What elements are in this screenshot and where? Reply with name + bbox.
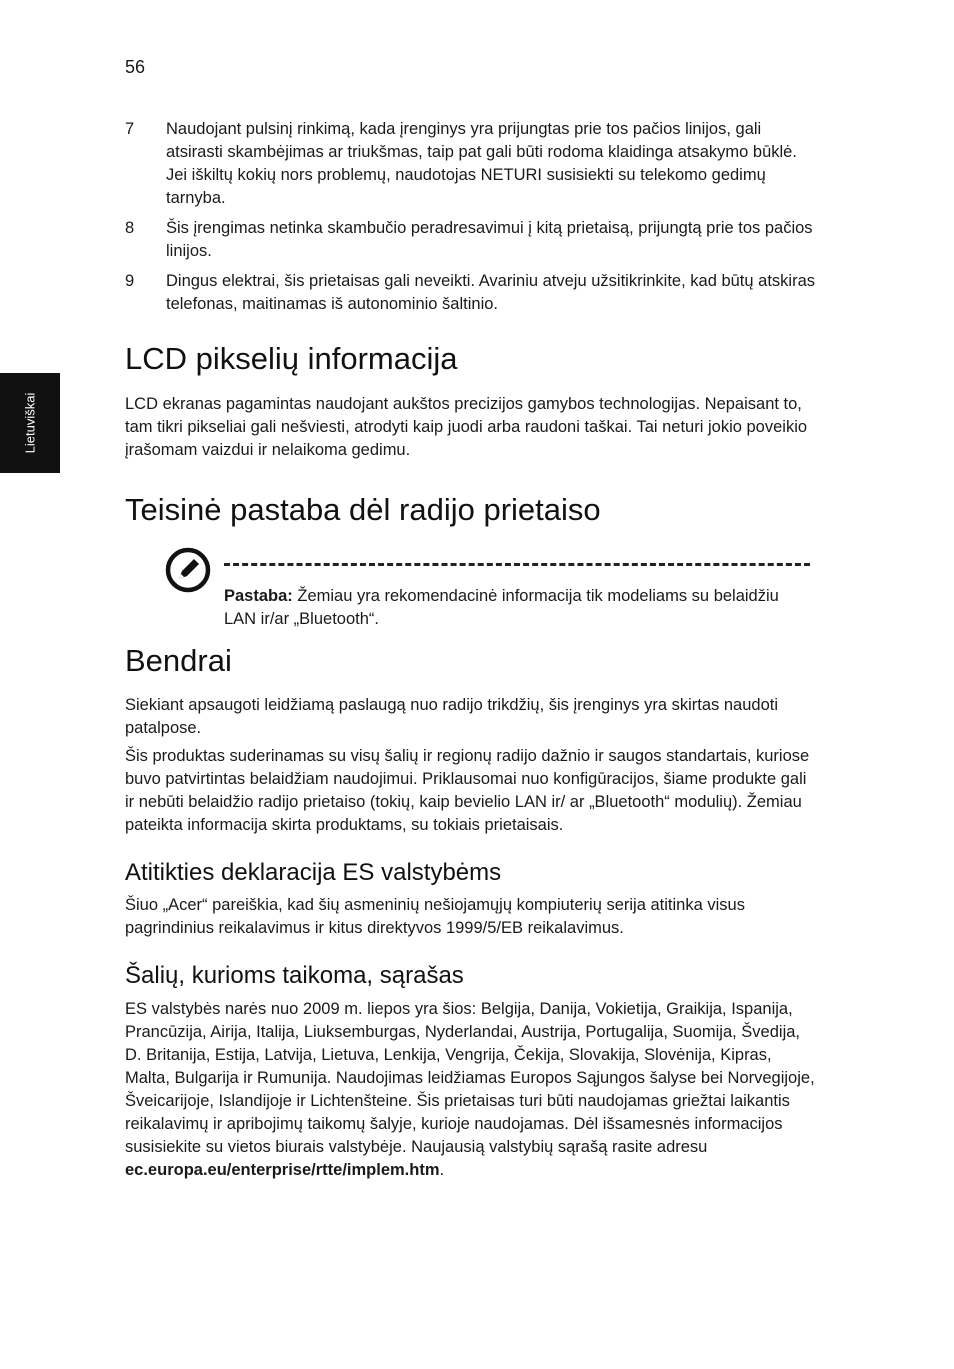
- note-label: Pastaba:: [224, 587, 293, 605]
- list-item-number: 7: [125, 120, 135, 138]
- countries-heading: Šalių, kurioms taikoma, sąrašas: [125, 962, 464, 989]
- general-paragraph-1: Siekiant apsaugoti leidžiamą paslaugą nuo radijo trikdžių, šis įrenginys yra skirtas naudoti patalpose.: [125, 696, 779, 737]
- list-item-text: Dingus elektrai, šis prietaisas gali neveikti. Avariniu atveju užsitikrinkite, kad būtų atskiras telefonas, maitinamas iš autonominio šaltinio.: [166, 272, 815, 313]
- list-item: [125, 217, 815, 263]
- list-item-text: Naudojant pulsinį rinkimą, kada įrenginys yra prijungtas prie tos pačios linijos, gali atsirasti skambėjimas ar triukšmas, taip pat gali būti rodoma klaidinga atsakymo būklė. Jei iškiltų kokių nors problemų, naudotojas NETURI susisiekti su telekomo gedimų tarnyba.: [166, 120, 797, 207]
- side-tab-label: Lietuviškai: [22, 392, 38, 454]
- lcd-paragraph: LCD ekranas pagamintas naudojant aukštos precizijos gamybos technologijas. Nepaisant to, tam tikri pikseliai gali nešviesti, atrodyti kaip juodi arba raudoni taškai. Tai neturi jokio poveikio įrašomam vaizdui ir nelaikoma gedimu.: [125, 395, 808, 459]
- radio-heading: Teisinė pastaba dėl radijo prietaiso: [125, 492, 601, 527]
- general-paragraph-2: Šis produktas suderinamas su visų šalių ir regionų radijo dažnio ir saugos standartais, kuriose buvo patvirtintas belaidžiam naudojimui. Priklausomai nuo konfigūracijos, šiame produkte gali ir nebūti belaidžio radijo prietaiso (tokių, kaip bevielio LAN ir/ ar „Bluetooth“ modulių). Žemiau pateikta informacija skirta produktams, su tokiais prietaisais.: [125, 747, 810, 834]
- declaration-paragraph: Šiuo „Acer“ pareiškia, kad šių asmeninių nešiojamųjų kompiuterių serija atitinka visus pagrindinius reikalavimus ir kitus direktyvos 1999/5/EB reikalavimus.: [125, 896, 745, 937]
- list-item: [125, 270, 815, 316]
- countries-text: ES valstybės narės nuo 2009 m. liepos yra šios: Belgija, Danija, Vokietija, Graikija, Ispanija, Prancūzija, Airija, Italija, Liuksemburgas, Nyderlandai, Austrija, Portugalija, Suomija, Švedija, D. Britanija, Estija, Latvija, Lietuva, Lenkija, Vengrija, Čekija, Slovakija, Slovėnija, Kipras, Malta, Bulgarija ir Rumunija. Naudojimas leidžiamas Europos Sąjungos šalyse bei Norvegijoje, Šveicarijoje, Islandijoje ir Lichtenšteine. Šis prietaisas turi būti naudojamas griežtai laikantis reikalavimų ir apribojimų taikomų šalyje, kurioje naudojamas. Dėl išsamesnės informacijos susisiekite su vietos biurais valstybėje. Naujausią valstybių sąrašą rasite adresu: [125, 1000, 815, 1156]
- list-item-text: Šis įrengimas netinka skambučio peradresavimui į kitą prietaisą, prijungtą prie tos pačios linijos.: [166, 219, 813, 260]
- general-heading: Bendrai: [125, 643, 232, 678]
- list-item-number: 9: [125, 272, 135, 290]
- note-dashed-rule: [224, 563, 810, 566]
- list-item: [125, 118, 815, 210]
- page-number: 56: [125, 57, 146, 77]
- countries-end: .: [439, 1161, 445, 1179]
- numbered-list: [125, 118, 815, 316]
- note-body: Žemiau yra rekomendacinė informacija tik modeliams su belaidžiu LAN ir/ar „Bluetooth“.: [224, 587, 779, 628]
- rtte-link[interactable]: ec.europa.eu/enterprise/rtte/implem.htm: [125, 1161, 440, 1179]
- lcd-heading: LCD pikselių informacija: [125, 341, 458, 376]
- list-item-number: 8: [125, 219, 135, 237]
- note-pen-icon: [165, 547, 211, 593]
- note-text: [224, 585, 804, 631]
- note-box: [125, 547, 815, 637]
- declaration-heading: Atitikties deklaracija ES valstybėms: [125, 859, 502, 886]
- countries-paragraph: [125, 998, 815, 1182]
- page-content: [125, 118, 815, 1182]
- language-side-tab: [0, 373, 60, 473]
